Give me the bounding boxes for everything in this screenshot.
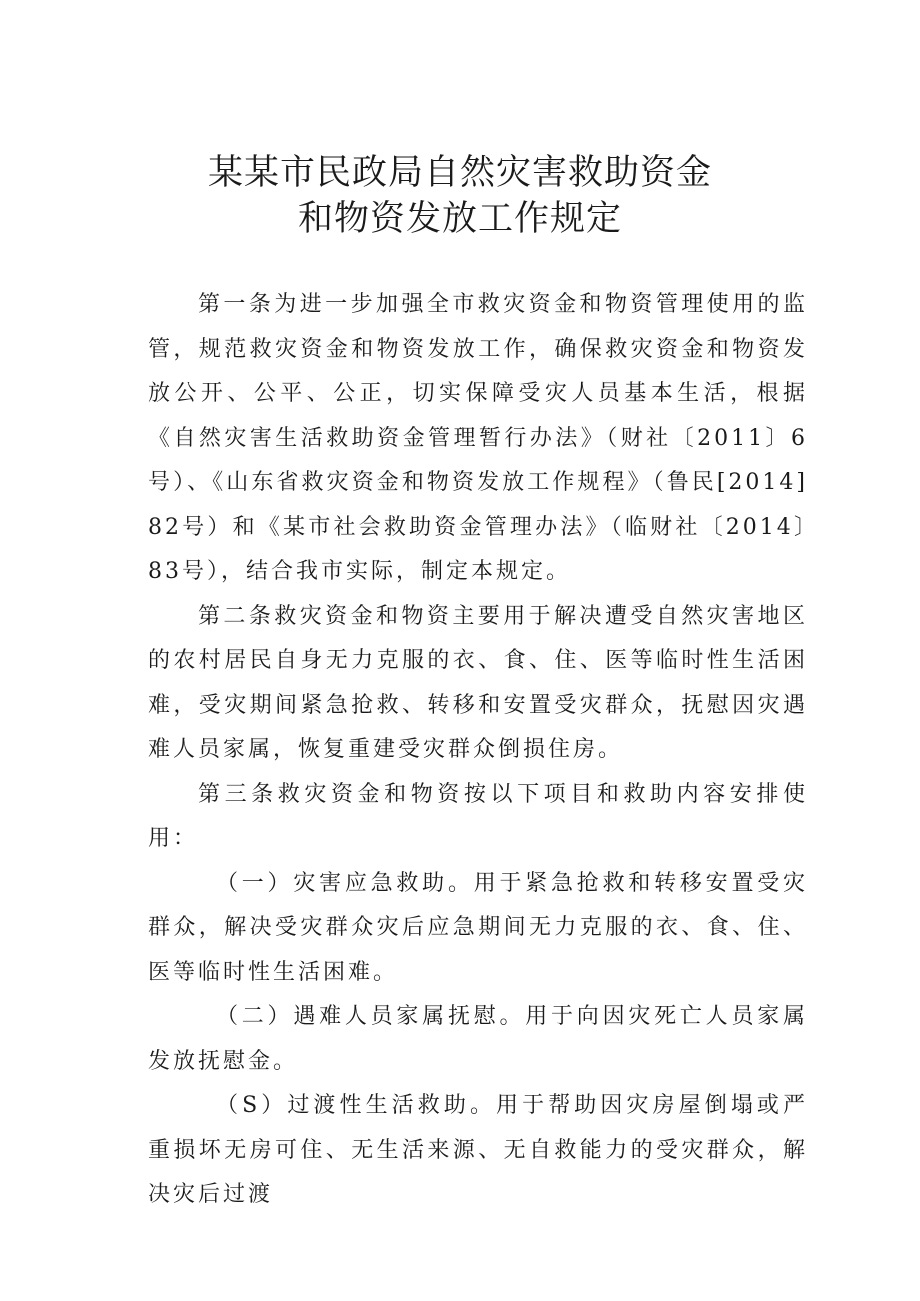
title-line-1: 某某市民政局自然灾害救助资金: [207, 153, 712, 193]
title-line-2: 和物资发放工作规定: [297, 199, 622, 239]
article-2-paragraph: 第二条救灾资金和物资主要用于解决遭受自然灾害地区的农村居民自身无力克服的衣、食、住、医等临时性生活困难，受灾期间紧急抢救、转移和安置受灾群众，抚慰因灾遇难人员家属，恢复重建受灾群众倒损住房。: [148, 603, 808, 762]
document-body: [148, 283, 808, 1218]
item-1-paragraph: （一）灾害应急救助。用于紧急抢救和转移安置受灾群众，解决受灾群众灾后应急期间无力克服的衣、食、住、医等临时性生活困难。: [148, 870, 808, 985]
document-title: [0, 150, 920, 242]
article-3-paragraph: 第三条救灾资金和物资按以下项目和救助内容安排使用：: [148, 781, 808, 851]
article-1-paragraph: 第一条为进一步加强全市救灾资金和物资管理使用的监管，规范救灾资金和物资发放工作，确保救灾资金和物资发放公开、公平、公正，切实保障受灾人员基本生活，根据《自然灾害生活救助资金管理暂行办法》（财社〔2011〕6号）、《山东省救灾资金和物资发放工作规程》（鲁民[2014]82号）和《某市社会救助资金管理办法》（临财社〔2014〕83号），结合我市实际，制定本规定。: [148, 292, 808, 584]
item-2-paragraph: （二）遇难人员家属抚慰。用于向因灾死亡人员家属发放抚慰金。: [148, 1004, 808, 1074]
item-3-paragraph: （S）过渡性生活救助。用于帮助因灾房屋倒塌或严重损坏无房可住、无生活来源、无自救能力的受灾群众，解决灾后过渡: [148, 1093, 808, 1207]
